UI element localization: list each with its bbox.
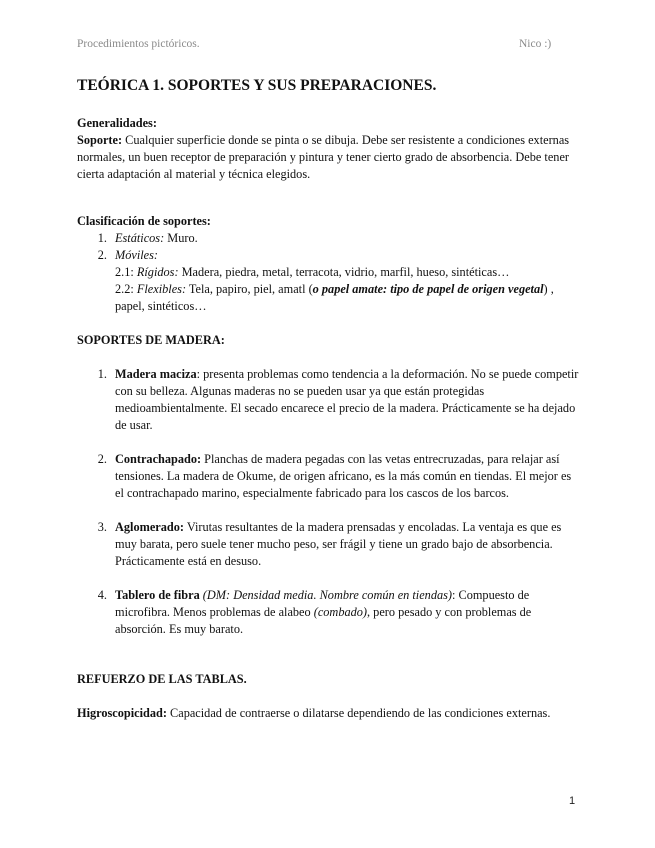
sub-item-text: Madera, piedra, metal, terracota, vidrio, marfil, hueso, sintéticas…: [178, 265, 510, 279]
item-label: Tablero de fibra: [115, 588, 200, 602]
sub-item-number: 2.2:: [115, 282, 137, 296]
item-label: Aglomerado:: [115, 520, 184, 534]
generalidades-heading: Generalidades:: [77, 116, 157, 130]
sub-item-rigidos: [77, 264, 582, 281]
header-title: Procedimientos pictóricos.: [77, 38, 200, 50]
list-item: [77, 519, 582, 570]
item-label: Estáticos:: [115, 231, 165, 245]
clasificacion-heading: Clasificación de soportes:: [77, 214, 211, 228]
item-text: : presenta problemas como tendencia a la deformación. No se puede competir con su belleza. Algunas maderas no se pueden usar ya que están protegidas medioambientalmente. El secado encarece el precio de la madera. Prácticamente se ha dejado de usar.: [115, 367, 579, 432]
item-label: Móviles:: [115, 248, 159, 262]
list-item: [77, 587, 582, 638]
list-item: [77, 366, 582, 434]
sub-item-end: ) , papel, sintéticos…: [115, 282, 554, 313]
item-text: Muro.: [164, 231, 198, 245]
higroscopicidad-text: Capacidad de contraerse o dilatarse dependiendo de las condiciones externas.: [166, 706, 551, 720]
item-text-end: , pero pesado y con problemas de absorción. Es muy barato.: [115, 605, 532, 636]
sub-item-flexibles: [77, 281, 582, 315]
list-number: 1.: [97, 367, 107, 381]
madera-heading: SOPORTES DE MADERA:: [77, 333, 225, 347]
list-item: [77, 230, 582, 247]
document-body: [77, 76, 582, 722]
page-number: 1: [569, 795, 576, 807]
item-text: Planchas de madera pegadas con las vetas entrecruzadas, para relajar así tensiones. La madera de Okume, de origen africano, es la más común en tiendas. El mejor es el contrachapado marino, especialmente fabricado para los cascos de los barcos.: [115, 452, 572, 500]
item-text: Virutas resultantes de la madera prensadas y encoladas. La ventaja es que es muy barata, pero suele tener mucho peso, ser frágil y tiene un grado bajo de absorbencia. Prácticamente está en desuso.: [115, 520, 562, 568]
sub-item-text: Tela, papiro, piel, amatl (: [186, 282, 313, 296]
sub-item-label: Rígidos:: [136, 265, 179, 279]
higroscopicidad-definition: [77, 705, 582, 722]
list-item: [77, 247, 582, 264]
list-number: 2.: [97, 248, 107, 262]
list-number: 4.: [97, 588, 107, 602]
soporte-label: Soporte:: [77, 133, 123, 147]
item-label-note: (DM: Densidad media. Nombre común en tiendas): [199, 588, 453, 602]
page-title: TEÓRICA 1. SOPORTES Y SUS PREPARACIONES.: [77, 77, 437, 94]
list-number: 2.: [97, 452, 107, 466]
sub-item-label: Flexibles:: [136, 282, 187, 296]
item-text-note: (combado): [313, 605, 368, 619]
list-number: 1.: [97, 231, 107, 245]
list-number: 3.: [97, 520, 107, 534]
refuerzo-heading: REFUERZO DE LAS TABLAS.: [77, 672, 247, 686]
sub-item-note: o papel amate: tipo de papel de origen vegetal: [312, 282, 544, 296]
higroscopicidad-label: Higroscopicidad:: [77, 706, 167, 720]
item-label: Madera maciza: [115, 367, 197, 381]
item-text: : Compuesto de microfibra. Menos problemas de alabeo: [115, 588, 530, 619]
soporte-text: Cualquier superficie donde se pinta o se dibuja. Debe ser resistente a condiciones externas normales, un buen receptor de preparación y pintura y tener cierto grado de absorbencia. Debe tener cierta adaptación al material y técnica elegidos.: [77, 133, 570, 181]
soporte-definition: [77, 132, 582, 183]
item-label: Contrachapado:: [115, 452, 202, 466]
list-item: [77, 451, 582, 502]
header-author: Nico :): [519, 38, 552, 50]
sub-item-number: 2.1:: [115, 265, 137, 279]
